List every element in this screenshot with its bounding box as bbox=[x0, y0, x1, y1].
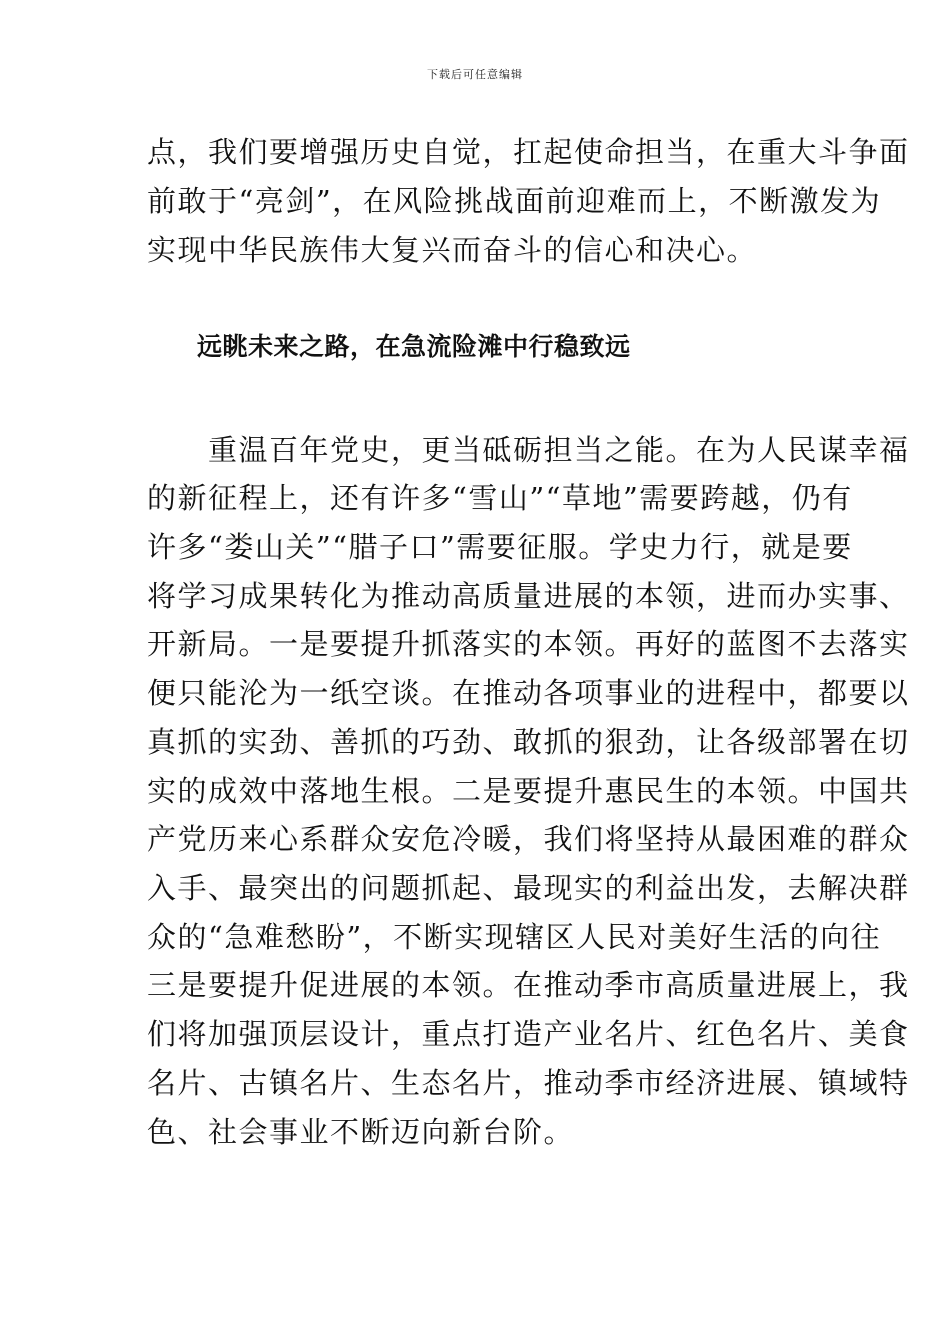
paragraph-line: 实现中华民族伟大复兴而奋斗的信心和决心。 bbox=[147, 233, 758, 267]
paragraph-line: 前敢于“亮剑”，在风险挑战面前迎难而上，不断激发为 bbox=[147, 184, 882, 218]
paragraph-line: 点，我们要增强历史自觉，扛起使命担当，在重大斗争面 bbox=[147, 135, 910, 169]
paragraph-line: 开新局。一是要提升抓落实的本领。再好的蓝图不去落实 bbox=[147, 627, 910, 661]
header-note: 下载后可任意编辑 bbox=[427, 68, 523, 81]
paragraph-line: 便只能沦为一纸空谈。在推动各项事业的进程中，都要以 bbox=[147, 676, 910, 710]
paragraph-line: 产党历来心系群众安危冷暖，我们将坚持从最困难的群众 bbox=[147, 822, 910, 856]
section-heading: 远眺未来之路，在急流险滩中行稳致远 bbox=[197, 332, 631, 361]
paragraph-line: 众的“急难愁盼”，不断实现辖区人民对美好生活的向往 bbox=[147, 920, 882, 954]
paragraph-line: 三是要提升促进展的本领。在推动季市高质量进展上，我 bbox=[147, 968, 910, 1002]
paragraph-line: 的新征程上，还有许多“雪山”“草地”需要跨越，仍有 bbox=[147, 481, 853, 515]
paragraph-line: 名片、古镇名片、生态名片，推动季市经济进展、镇域特 bbox=[147, 1066, 910, 1100]
paragraph-line: 许多“娄山关”“腊子口”需要征服。学史力行，就是要 bbox=[147, 530, 853, 564]
paragraph-line: 实的成效中落地生根。二是要提升惠民生的本领。中国共 bbox=[147, 774, 910, 808]
paragraph-line: 入手、最突出的问题抓起、最现实的利益出发，去解决群 bbox=[147, 871, 910, 905]
paragraph-line: 重温百年党史，更当砥砺担当之能。在为人民谋幸福 bbox=[147, 433, 910, 467]
paragraph-line: 们将加强顶层设计，重点打造产业名片、红色名片、美食 bbox=[147, 1017, 910, 1051]
paragraph-line: 真抓的实劲、善抓的巧劲、敢抓的狠劲，让各级部署在切 bbox=[147, 725, 910, 759]
paragraph-line: 色、社会事业不断迈向新台阶。 bbox=[147, 1115, 575, 1149]
paragraph-line: 将学习成果转化为推动高质量进展的本领，进而办实事、 bbox=[147, 579, 910, 613]
